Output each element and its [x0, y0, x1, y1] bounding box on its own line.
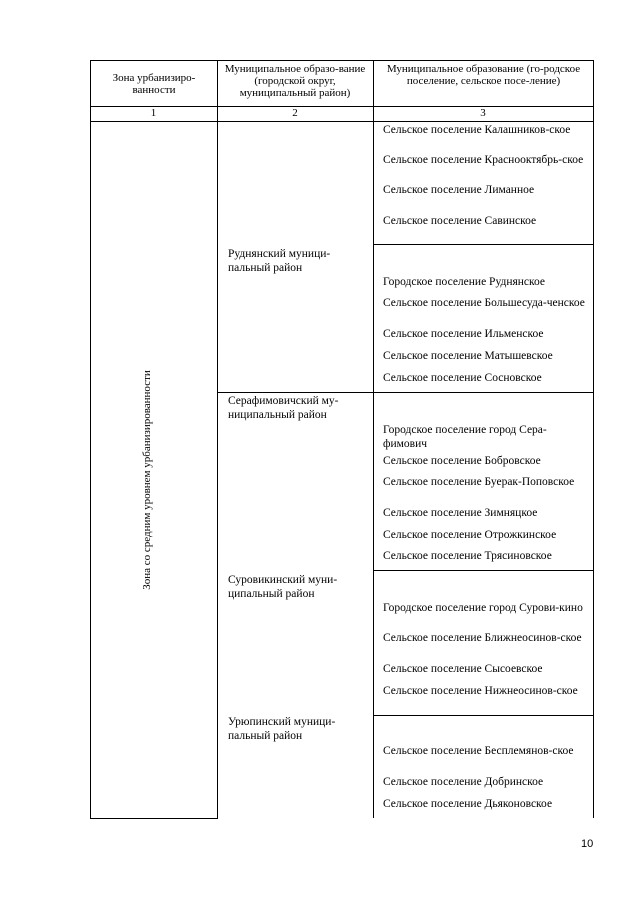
settlement-item: Сельское поселение Нижнеосинов-ское: [383, 685, 578, 697]
header-municipality: Муниципальное образо-вание (городской округ, муниципальный район): [224, 63, 366, 99]
column-divider-2: [373, 60, 374, 818]
settlement-item: Сельское поселение Краснооктябрь-ское: [383, 154, 584, 166]
settlement-item: Сельское поселение Калашников-ское: [383, 124, 571, 136]
table-bottom-border: [90, 818, 218, 819]
column-number-3: 3: [480, 107, 486, 119]
district-separator: [217, 392, 594, 393]
zone-label: Зона со средним уровнем урбанизированности: [141, 370, 153, 590]
settlement-item: Сельское поселение Ближнеосинов-ское: [383, 632, 582, 644]
table-left-border: [90, 60, 91, 818]
settlement-item: Сельское поселение Бобровское: [383, 455, 541, 467]
settlement-item: Сельское поселение Лиманное: [383, 184, 535, 196]
settlement-item: Городское поселение город Сурови-кино: [383, 602, 583, 614]
district-name: Руднянский муници-пальный район: [228, 248, 331, 274]
settlement-item: Сельское поселение Дьяконовское: [383, 798, 553, 810]
column-divider-1: [217, 60, 218, 818]
district-name: Серафимовичский му-ниципальный район: [228, 395, 339, 421]
column-number-1: 1: [150, 107, 157, 119]
settlement-item: Сельское поселение Отрожкинское: [383, 529, 557, 541]
header-settlement: Муниципальное образование (го-родское поселение, сельское посе-ление): [386, 63, 581, 87]
settlement-item: Сельское поселение Сосновское: [383, 372, 542, 384]
settlement-item: Городское поселение Руднянское: [383, 276, 546, 288]
settlement-item: Сельское поселение Буерак-Поповское: [383, 476, 575, 488]
settlement-item: Сельское поселение Сысоевское: [383, 663, 543, 675]
district-name: Суровикинский муни-ципальный район: [228, 574, 338, 600]
header-zone: Зона урбанизиро-ванности: [112, 72, 196, 96]
column-number-2: 2: [292, 107, 298, 119]
number-row-bottom-border: [90, 121, 594, 122]
settlement-item: Сельское поселение Добринское: [383, 776, 544, 788]
settlement-item: Сельское поселение Матышевское: [383, 350, 553, 362]
settlement-item: Сельское поселение Ильменское: [383, 328, 544, 340]
settlement-item: Сельское поселение Бесплемянов-ское: [383, 745, 574, 757]
settlement-item: Сельское поселение Зимняцкое: [383, 507, 538, 519]
district-separator: [373, 570, 594, 571]
district-separator: [373, 715, 594, 716]
page-number: 10: [581, 838, 594, 850]
settlement-item: Сельское поселение Большесуда-ченское: [383, 297, 585, 309]
settlement-item: Сельское поселение Трясиновское: [383, 550, 552, 562]
settlement-item: Городское поселение город Сера-фимович: [383, 424, 547, 450]
table-top-border: [90, 60, 594, 61]
settlement-item: Сельское поселение Савинское: [383, 215, 537, 227]
table-right-border: [593, 60, 594, 818]
district-name: Урюпинский муници-пальный район: [228, 716, 336, 742]
district-separator: [373, 244, 594, 245]
